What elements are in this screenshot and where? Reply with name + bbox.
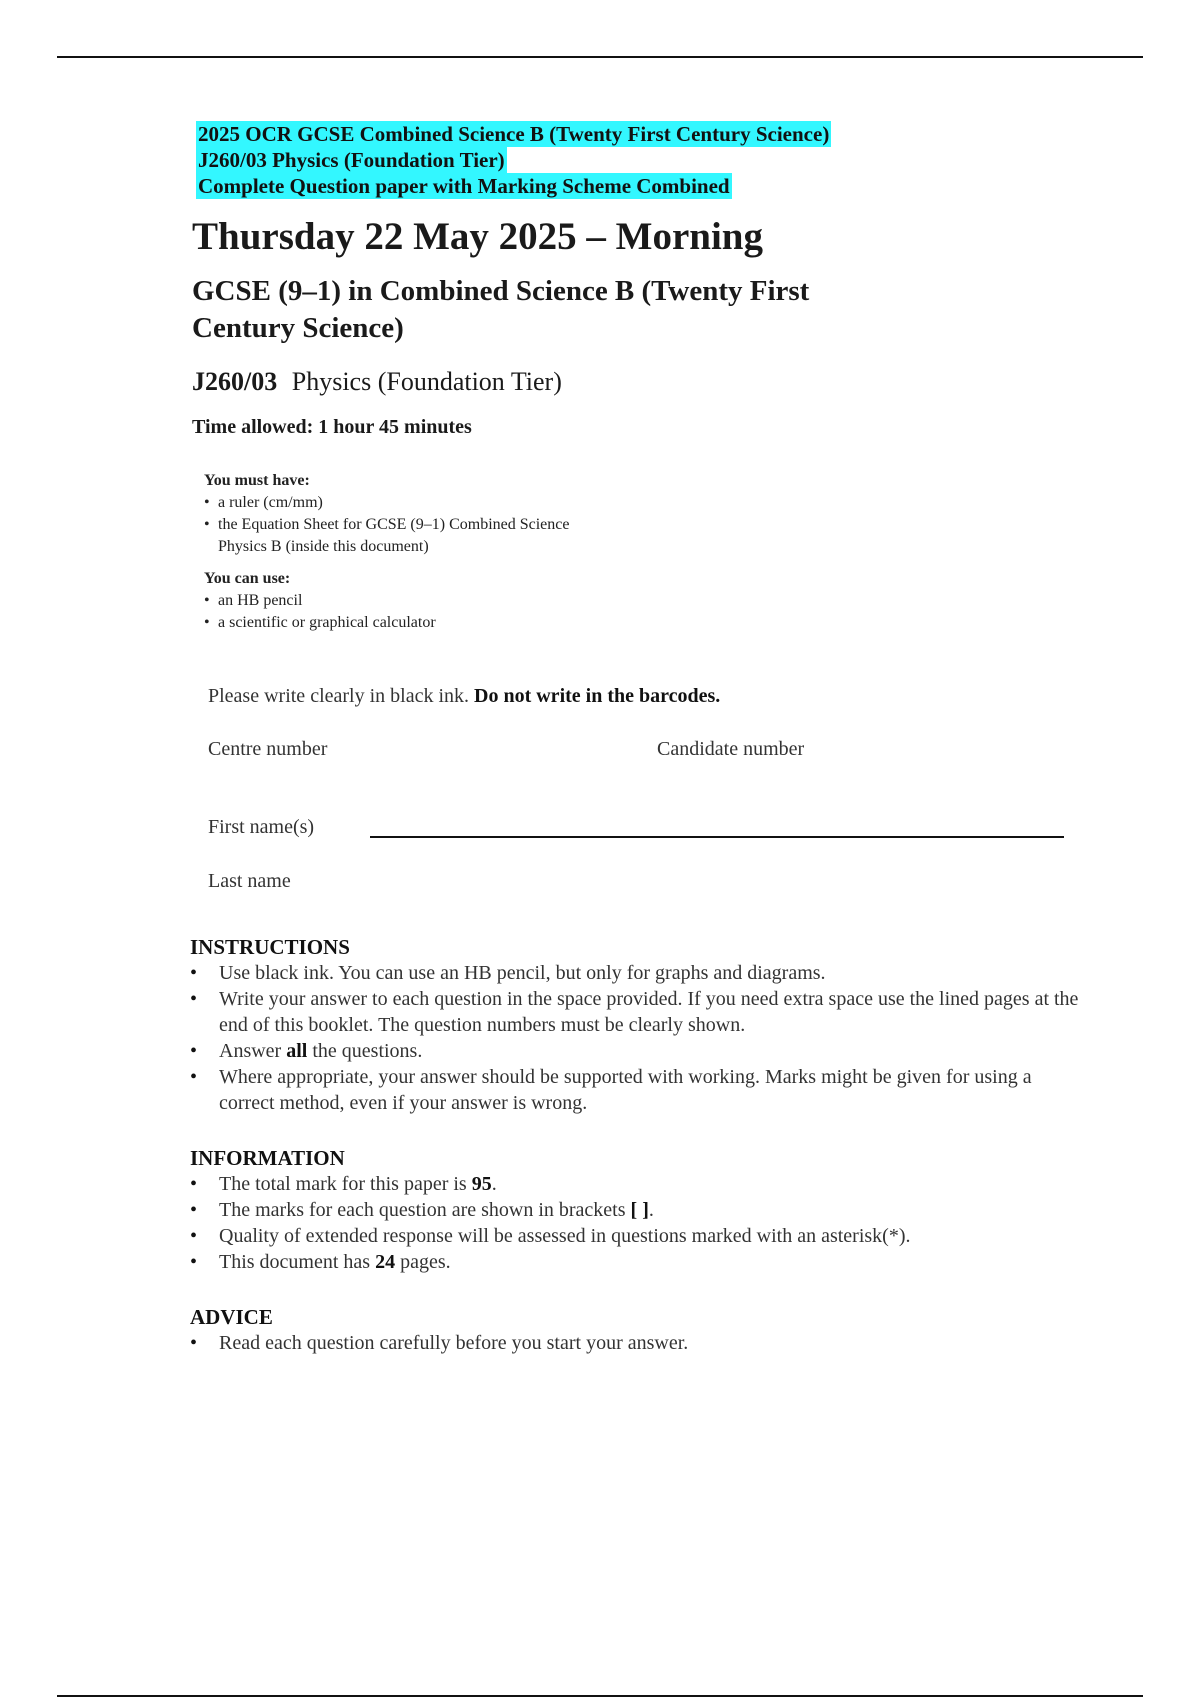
instruction-emphasis: all xyxy=(286,1040,308,1062)
must-have-box xyxy=(204,470,604,558)
list-item: • a scientific or graphical calculator xyxy=(204,612,604,634)
list-item: • Write your answer to each question in the space provided. If you need extra space use the lined pages at the end of this booklet. The question numbers must be clearly shown. xyxy=(190,986,1090,1038)
information-heading: INFORMATION xyxy=(190,1146,345,1170)
first-name-line[interactable] xyxy=(370,836,1064,838)
bottom-rule xyxy=(57,1695,1143,1697)
list-item xyxy=(190,1171,1090,1197)
info-text: This document has xyxy=(219,1251,371,1273)
header-line-1: 2025 OCR GCSE Combined Science B (Twenty First Century Science) xyxy=(198,122,830,146)
header-line-2: J260/03 Physics (Foundation Tier) xyxy=(198,148,505,172)
candidate-number-label: Candidate number xyxy=(657,738,805,760)
instruction-text: Answer xyxy=(219,1040,282,1062)
paper-code: J260/03 xyxy=(192,367,278,396)
exam-date: Thursday 22 May 2025 – Morning xyxy=(192,215,763,258)
advice-heading: ADVICE xyxy=(190,1305,273,1329)
last-name-label: Last name xyxy=(208,870,291,892)
page-count: 24 xyxy=(375,1251,396,1273)
info-text: The total mark for this paper is xyxy=(219,1173,467,1195)
list-item: • an HB pencil xyxy=(204,590,604,612)
first-name-label: First name(s) xyxy=(208,816,315,838)
information-section xyxy=(190,1145,1090,1275)
can-use-list xyxy=(204,590,604,634)
list-item: • Where appropriate, your answer should be supported with working. Marks might be given for using a correct method, even if your answer is wrong. xyxy=(190,1064,1090,1116)
info-text: pages. xyxy=(400,1251,451,1273)
must-have-list xyxy=(204,492,604,558)
header-line-3: Complete Question paper with Marking Scheme Combined xyxy=(198,174,730,198)
list-item: • Quality of extended response will be assessed in questions marked with an asterisk(*). xyxy=(190,1223,1090,1249)
time-allowed: Time allowed: 1 hour 45 minutes xyxy=(192,416,472,438)
can-use-title: You can use: xyxy=(204,570,291,587)
advice-list xyxy=(190,1330,1090,1356)
total-marks: 95 xyxy=(471,1173,492,1195)
no-barcodes-text: Do not write in the barcodes. xyxy=(474,685,721,707)
advice-section xyxy=(190,1304,1090,1356)
list-item xyxy=(190,1249,1090,1275)
document-header xyxy=(196,121,831,199)
top-rule xyxy=(57,56,1143,58)
can-use-box xyxy=(204,568,604,634)
list-item: • the Equation Sheet for GCSE (9–1) Combined Science Physics B (inside this document) xyxy=(204,514,604,558)
instructions-section xyxy=(190,934,1090,1116)
write-clearly-text: Please write clearly in black ink. xyxy=(208,685,470,707)
brackets-symbol: [ ] xyxy=(630,1199,649,1221)
info-text: . xyxy=(648,1199,654,1221)
list-item: • Read each question carefully before you start your answer. xyxy=(190,1330,1090,1356)
instructions-heading: INSTRUCTIONS xyxy=(190,935,350,959)
list-item xyxy=(190,1197,1090,1223)
info-text: The marks for each question are shown in brackets xyxy=(219,1199,626,1221)
list-item xyxy=(190,1038,1090,1064)
centre-number-label: Centre number xyxy=(208,738,328,760)
list-item: • a ruler (cm/mm) xyxy=(204,492,604,514)
info-text: . xyxy=(491,1173,497,1195)
list-item: • Use black ink. You can use an HB pencil, but only for graphs and diagrams. xyxy=(190,960,1090,986)
instruction-text: the questions. xyxy=(312,1040,423,1062)
paper-line xyxy=(192,365,562,399)
paper-title: Physics (Foundation Tier) xyxy=(291,367,562,396)
must-have-title: You must have: xyxy=(204,472,310,489)
write-clearly-notice xyxy=(208,683,720,709)
instructions-list xyxy=(190,960,1090,1116)
qualification-title: GCSE (9–1) in Combined Science B (Twenty First Century Science) xyxy=(192,275,810,344)
information-list xyxy=(190,1171,1090,1275)
